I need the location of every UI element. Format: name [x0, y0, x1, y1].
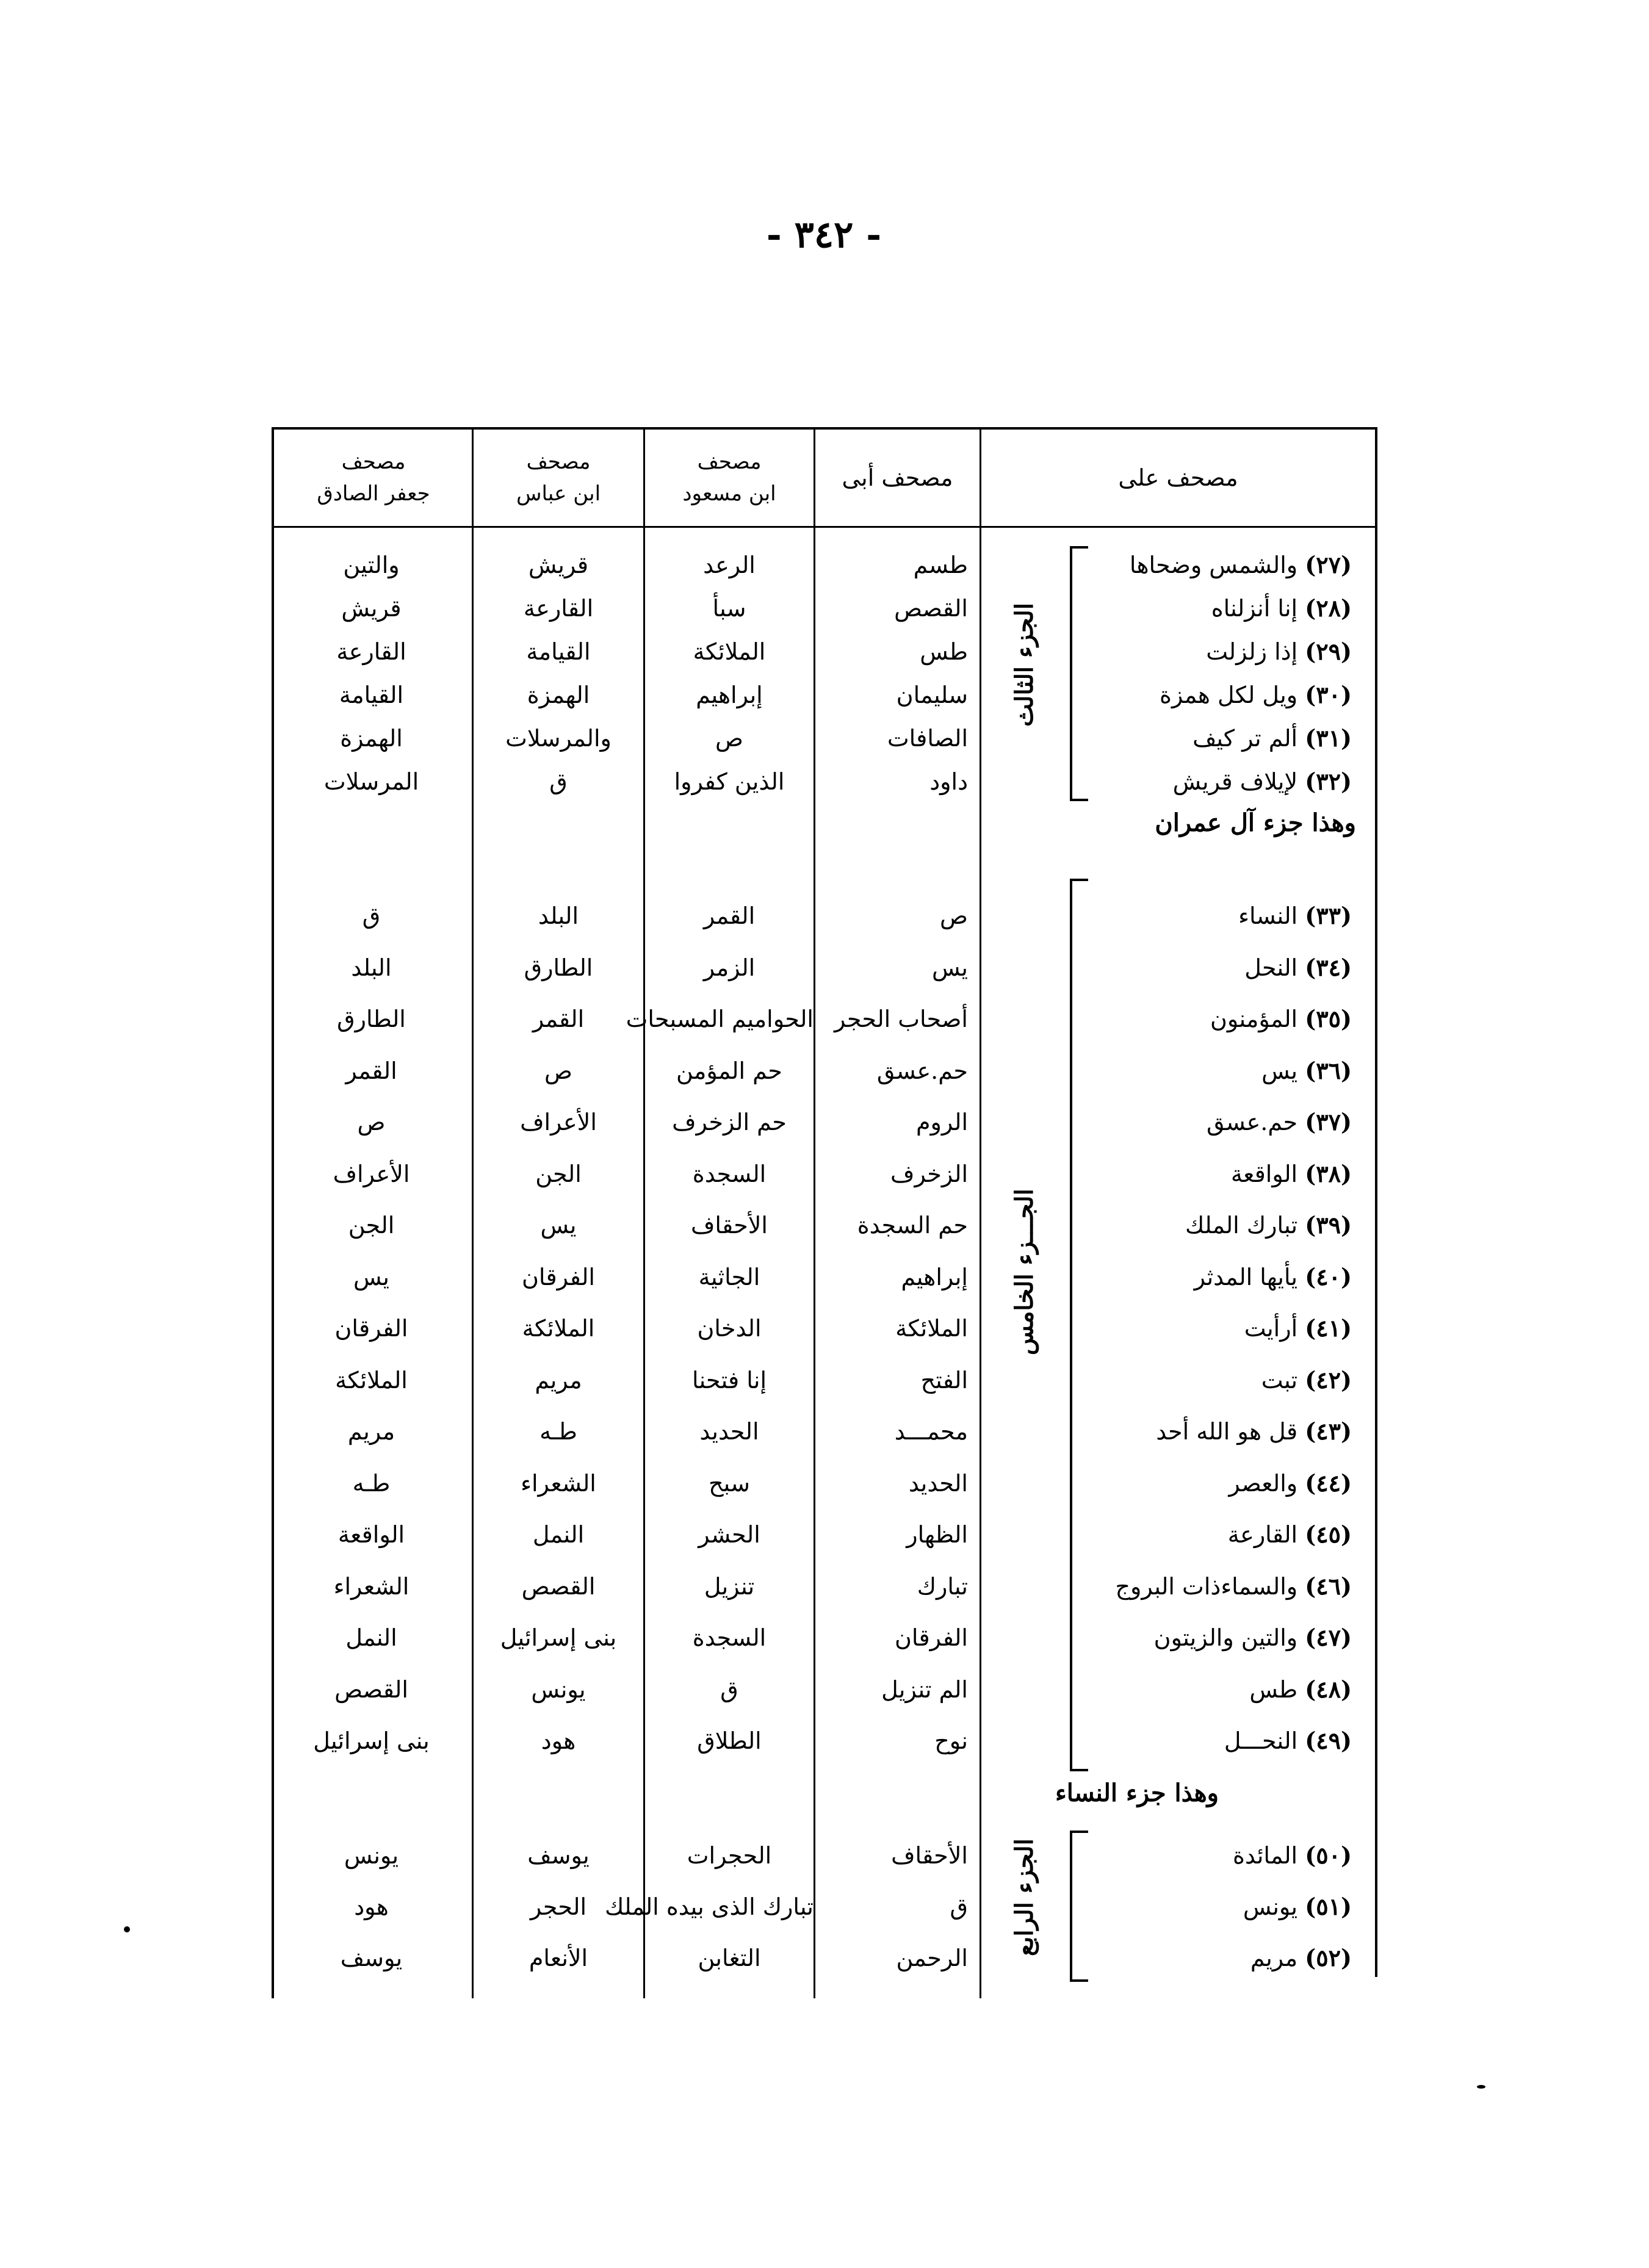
- surah-number: (٤٩): [1305, 1727, 1352, 1754]
- cell-ibn-abbas: يونس: [531, 1676, 586, 1703]
- cell-ubayy: أصحاب الحجر: [834, 1006, 968, 1032]
- surah-order-table: [272, 427, 1377, 1998]
- ali-surah-item: [1092, 1464, 1352, 1502]
- juz-bracket: [1070, 1831, 1088, 1982]
- cell-ibn-abbas: القصص: [521, 1572, 596, 1600]
- cell-ubayy: الرحمن: [896, 1945, 968, 1971]
- ali-surah-item: [1092, 1000, 1352, 1038]
- surah-number: (٣٩): [1305, 1211, 1352, 1239]
- cell-jafar: الفرقان: [334, 1315, 408, 1342]
- cell-jafar: القمر: [345, 1057, 397, 1084]
- cell-ubayy: الفرقان: [895, 1624, 968, 1651]
- cell-ubayy: الصافات: [887, 725, 968, 752]
- ali-surah-item: [1092, 1258, 1352, 1296]
- header-line: جعفر الصادق: [317, 481, 430, 506]
- cell-ubayy: سليمان: [896, 682, 968, 708]
- juz-label-third: الجزء الثالث: [1010, 603, 1039, 727]
- surah-name: المائدة: [1233, 1842, 1305, 1869]
- ali-surah-item: [1092, 1052, 1352, 1090]
- surah-name: الواقعة: [1230, 1160, 1305, 1187]
- surah-name: تبت: [1261, 1366, 1305, 1394]
- cell-ubayy: داود: [929, 768, 968, 795]
- cell-ibn-abbas: القمر: [532, 1006, 585, 1032]
- cell-ibn-abbas: يس: [540, 1212, 577, 1239]
- cell-ibn-masud: سبأ: [712, 595, 746, 622]
- cell-jafar: البلد: [351, 954, 392, 981]
- cell-jafar: النمل: [345, 1624, 397, 1651]
- cell-ubayy: حم.عسق: [876, 1057, 968, 1084]
- ali-surah-item: [1092, 1309, 1352, 1347]
- surah-number: (٥٠): [1305, 1841, 1352, 1869]
- surah-name: ويل لكل همزة: [1160, 682, 1305, 708]
- cell-ibn-masud: السجدة: [692, 1160, 767, 1187]
- surah-name: يونس: [1243, 1893, 1305, 1920]
- cell-ibn-abbas: مريم: [535, 1366, 582, 1394]
- cell-ubayy: يس: [931, 954, 968, 981]
- cell-ubayy: تبارك: [917, 1572, 968, 1600]
- ali-surah-item: [1092, 1413, 1352, 1450]
- cell-ibn-masud: حم الزخرف: [672, 1109, 787, 1136]
- surah-number: (٤٦): [1305, 1572, 1352, 1600]
- cell-jafar: يس: [353, 1263, 390, 1291]
- cell-ibn-abbas: والمرسلات: [505, 725, 612, 752]
- note-nisa: وهذا جزء النساء: [1055, 1779, 1219, 1807]
- cell-ibn-masud: الطلاق: [697, 1727, 762, 1754]
- surah-number: (٤٤): [1305, 1469, 1352, 1497]
- surah-name: يأيها المدثر: [1194, 1263, 1305, 1291]
- cell-ibn-masud: سبح: [709, 1469, 750, 1497]
- cell-ibn-abbas: طـه: [539, 1418, 577, 1445]
- cell-ibn-masud: التغابن: [698, 1945, 761, 1971]
- juz-bracket: [1070, 879, 1088, 1771]
- surah-name: إنا أنزلناه: [1211, 595, 1305, 622]
- cell-ibn-masud: الدخان: [697, 1315, 762, 1342]
- cell-ibn-masud: الحواميم المسبحات: [626, 1006, 814, 1032]
- surah-name: إذا زلزلت: [1206, 638, 1305, 665]
- surah-number: (٥١): [1305, 1893, 1352, 1920]
- cell-ibn-abbas: الهمزة: [527, 682, 590, 708]
- surah-number: (٣٤): [1305, 953, 1352, 981]
- cell-jafar: يوسف: [340, 1945, 403, 1971]
- table-rule: [272, 427, 1377, 430]
- cell-ibn-abbas: بنى إسرائيل: [500, 1624, 617, 1651]
- cell-ibn-masud: إبراهيم: [696, 682, 763, 708]
- surah-name: والسماءذات البروج: [1115, 1572, 1305, 1600]
- surah-name: النحل: [1244, 954, 1305, 981]
- header-ubayy: [815, 438, 980, 517]
- surah-name: والعصر: [1229, 1469, 1305, 1497]
- cell-jafar: الملائكة: [335, 1366, 408, 1394]
- ali-surah-item: [1092, 1939, 1352, 1977]
- surah-number: (٤١): [1305, 1314, 1352, 1342]
- table-rule: [1375, 427, 1377, 1977]
- ali-surah-item: [1092, 1568, 1352, 1605]
- cell-jafar: بنى إسرائيل: [313, 1727, 430, 1754]
- surah-name: النساء: [1238, 902, 1305, 929]
- cell-ubayy: محمـــد: [894, 1418, 968, 1445]
- cell-ibn-masud: الزمر: [703, 954, 756, 981]
- cell-ubayy: القصص: [894, 595, 968, 622]
- juz-label-fifth: الجزء الرابع: [1010, 1838, 1039, 1957]
- table-rule: [980, 427, 981, 1998]
- surah-number: (٣٣): [1305, 902, 1352, 929]
- cell-ibn-abbas: البلد: [538, 902, 579, 929]
- header-line: مصحف: [697, 450, 762, 474]
- ali-surah-item: [1092, 1516, 1352, 1553]
- cell-ibn-masud: الملائكة: [693, 638, 766, 665]
- ali-surah-item: [1092, 546, 1352, 584]
- cell-ubayy: الم تنزيل: [881, 1676, 968, 1703]
- surah-number: (٤٢): [1305, 1366, 1352, 1394]
- surah-number: (٣٥): [1305, 1005, 1352, 1032]
- cell-ubayy: نوح: [934, 1727, 968, 1754]
- cell-ibn-masud: الأحقاف: [691, 1212, 768, 1239]
- cell-ibn-masud: الرعد: [703, 552, 756, 578]
- surah-name: طس: [1249, 1676, 1305, 1703]
- cell-ibn-masud: السجدة: [692, 1624, 767, 1651]
- surah-name: تبارك الملك: [1185, 1212, 1305, 1239]
- surah-number: (٤٠): [1305, 1262, 1352, 1291]
- cell-ubayy: ص: [940, 902, 968, 929]
- cell-jafar: الهمزة: [340, 725, 403, 752]
- cell-jafar: قريش: [341, 595, 402, 622]
- cell-ibn-abbas: الملائكة: [522, 1315, 595, 1342]
- cell-ubayy: الظهار: [906, 1521, 968, 1548]
- surah-number: (٤٣): [1305, 1417, 1352, 1445]
- ali-surah-item: [1092, 676, 1352, 714]
- cell-ibn-abbas: قريش: [528, 552, 589, 578]
- surah-name: المؤمنون: [1210, 1006, 1305, 1032]
- surah-number: (٣٧): [1305, 1108, 1352, 1136]
- cell-ubayy: الزخرف: [890, 1160, 968, 1187]
- cell-jafar: طـه: [352, 1469, 391, 1497]
- cell-ubayy: الملائكة: [895, 1315, 968, 1342]
- ali-surah-item: [1092, 589, 1352, 627]
- surah-number: (٤٥): [1305, 1521, 1352, 1548]
- header-line: مصحف على: [1118, 464, 1238, 491]
- note-al-imran: وهذا جزء آل عمران: [1155, 808, 1356, 837]
- surah-number: (٣٢): [1305, 768, 1352, 795]
- cell-ibn-abbas: الأعراف: [520, 1109, 597, 1136]
- cell-ubayy: طسم: [913, 552, 968, 578]
- table-rule: [272, 526, 1377, 528]
- cell-ibn-masud: تنزيل: [704, 1572, 755, 1600]
- cell-jafar: القارعة: [336, 638, 406, 665]
- ali-surah-item: [1092, 763, 1352, 801]
- ali-surah-item: [1092, 1722, 1352, 1760]
- header-line: مصحف: [341, 450, 406, 474]
- surah-number: (٥٢): [1305, 1944, 1352, 1971]
- cell-ubayy: الحديد: [908, 1469, 968, 1497]
- cell-ubayy: حم السجدة: [857, 1212, 968, 1239]
- cell-ibn-abbas: القيامة: [526, 638, 591, 665]
- cell-ibn-abbas: هود: [541, 1727, 576, 1754]
- surah-name: ألم تر كيف: [1193, 725, 1305, 752]
- ali-surah-item: [1092, 1619, 1352, 1657]
- header-ibn-masud: [645, 438, 814, 517]
- cell-ibn-abbas: الحجر: [530, 1893, 587, 1920]
- cell-ibn-abbas: القارعة: [523, 595, 594, 622]
- surah-number: (٤٧): [1305, 1624, 1352, 1651]
- header-ibn-abbas: [474, 438, 643, 517]
- scan-speck: [124, 1926, 130, 1932]
- cell-ibn-abbas: الأنعام: [529, 1945, 588, 1971]
- cell-ibn-masud: حم المؤمن: [676, 1057, 782, 1084]
- surah-name: قل هو الله أحد: [1156, 1418, 1305, 1445]
- ali-surah-item: [1092, 633, 1352, 671]
- cell-jafar: الشعراء: [333, 1572, 410, 1600]
- cell-ibn-abbas: ص: [544, 1057, 572, 1084]
- cell-ibn-abbas: النمل: [532, 1521, 585, 1548]
- ali-surah-item: [1092, 897, 1352, 935]
- ali-surah-item: [1092, 949, 1352, 987]
- ali-surah-item: [1092, 1671, 1352, 1708]
- header-line: مصحف: [526, 450, 591, 474]
- ali-surah-item: [1092, 1361, 1352, 1399]
- cell-ibn-masud: الذين كفروا: [674, 768, 785, 795]
- header-line: مصحف أبى: [842, 464, 953, 491]
- cell-ibn-abbas: ق: [549, 768, 568, 795]
- surah-number: (٢٩): [1305, 638, 1352, 665]
- cell-ibn-abbas: الفرقان: [522, 1263, 595, 1291]
- cell-ibn-masud: الجاثية: [698, 1263, 760, 1291]
- surah-number: (٤٨): [1305, 1675, 1352, 1703]
- cell-jafar: الجن: [348, 1212, 395, 1239]
- header-ali: [981, 438, 1375, 517]
- cell-jafar: هود: [354, 1893, 389, 1920]
- cell-jafar: ص: [357, 1109, 386, 1136]
- ali-surah-item: [1092, 719, 1352, 757]
- cell-jafar: الواقعة: [337, 1521, 405, 1548]
- header-jafar: [275, 438, 472, 517]
- juz-bracket: [1070, 546, 1088, 801]
- surah-number: (٣٠): [1305, 681, 1352, 708]
- ali-surah-item: [1092, 1155, 1352, 1193]
- surah-name: والشمس وضحاها: [1129, 552, 1305, 578]
- cell-ubayy: الفتح: [920, 1366, 968, 1394]
- cell-ibn-masud: الحشر: [698, 1521, 760, 1548]
- surah-number: (٢٧): [1305, 551, 1352, 578]
- surah-name: النحـــل: [1224, 1727, 1305, 1754]
- cell-jafar: يونس: [344, 1842, 399, 1869]
- cell-ibn-abbas: يوسف: [527, 1842, 590, 1869]
- cell-ibn-masud: ص: [715, 725, 743, 752]
- surah-name: لإيلاف قريش: [1172, 768, 1305, 795]
- cell-jafar: ق: [362, 902, 381, 929]
- cell-ibn-masud: القمر: [703, 902, 756, 929]
- scan-speck: [1477, 2085, 1485, 2089]
- cell-jafar: مريم: [347, 1418, 395, 1445]
- cell-ibn-masud: الحجرات: [687, 1842, 772, 1869]
- surah-name: القارعة: [1227, 1521, 1305, 1548]
- cell-ibn-abbas: الجن: [535, 1160, 582, 1187]
- page-number: - ٣٤٢ -: [766, 214, 882, 256]
- header-line: ابن مسعود: [682, 481, 776, 506]
- ali-surah-item: [1092, 1837, 1352, 1874]
- cell-ibn-abbas: الطارق: [524, 954, 593, 981]
- cell-jafar: القصص: [334, 1676, 408, 1703]
- ali-surah-item: [1092, 1206, 1352, 1244]
- surah-name: مريم: [1250, 1945, 1305, 1971]
- surah-number: (٣١): [1305, 724, 1352, 752]
- table-rule: [272, 427, 274, 1998]
- surah-number: (٣٦): [1305, 1056, 1352, 1084]
- ali-surah-item: [1092, 1888, 1352, 1926]
- cell-ubayy: طس: [920, 638, 968, 665]
- cell-jafar: القيامة: [339, 682, 404, 708]
- cell-jafar: والتين: [343, 552, 400, 578]
- surah-name: والتين والزيتون: [1153, 1624, 1305, 1651]
- header-line: ابن عباس: [516, 481, 601, 506]
- juz-label-fourth-group: الجـــزء الخامس: [1010, 1189, 1039, 1356]
- ali-surah-item: [1092, 1103, 1352, 1141]
- surah-name: أرأيت: [1244, 1315, 1305, 1342]
- cell-ibn-masud: تبارك الذى بيده الملك: [605, 1893, 814, 1920]
- surah-number: (٢٨): [1305, 594, 1352, 622]
- cell-ibn-masud: إنا فتحنا: [692, 1366, 767, 1394]
- cell-jafar: المرسلات: [323, 768, 419, 795]
- cell-jafar: الطارق: [337, 1006, 406, 1032]
- cell-ibn-abbas: الشعراء: [521, 1469, 596, 1497]
- cell-jafar: الأعراف: [333, 1160, 410, 1187]
- surah-name: حم.عسق: [1207, 1109, 1305, 1136]
- cell-ibn-masud: ق: [720, 1676, 738, 1703]
- surah-number: (٣٨): [1305, 1159, 1352, 1187]
- cell-ubayy: الأحقاف: [891, 1842, 968, 1869]
- cell-ibn-masud: الحديد: [699, 1418, 759, 1445]
- cell-ubayy: الروم: [916, 1109, 968, 1136]
- surah-name: يس: [1261, 1057, 1305, 1084]
- cell-ubayy: ق: [950, 1893, 968, 1920]
- cell-ubayy: إبراهيم: [901, 1263, 968, 1291]
